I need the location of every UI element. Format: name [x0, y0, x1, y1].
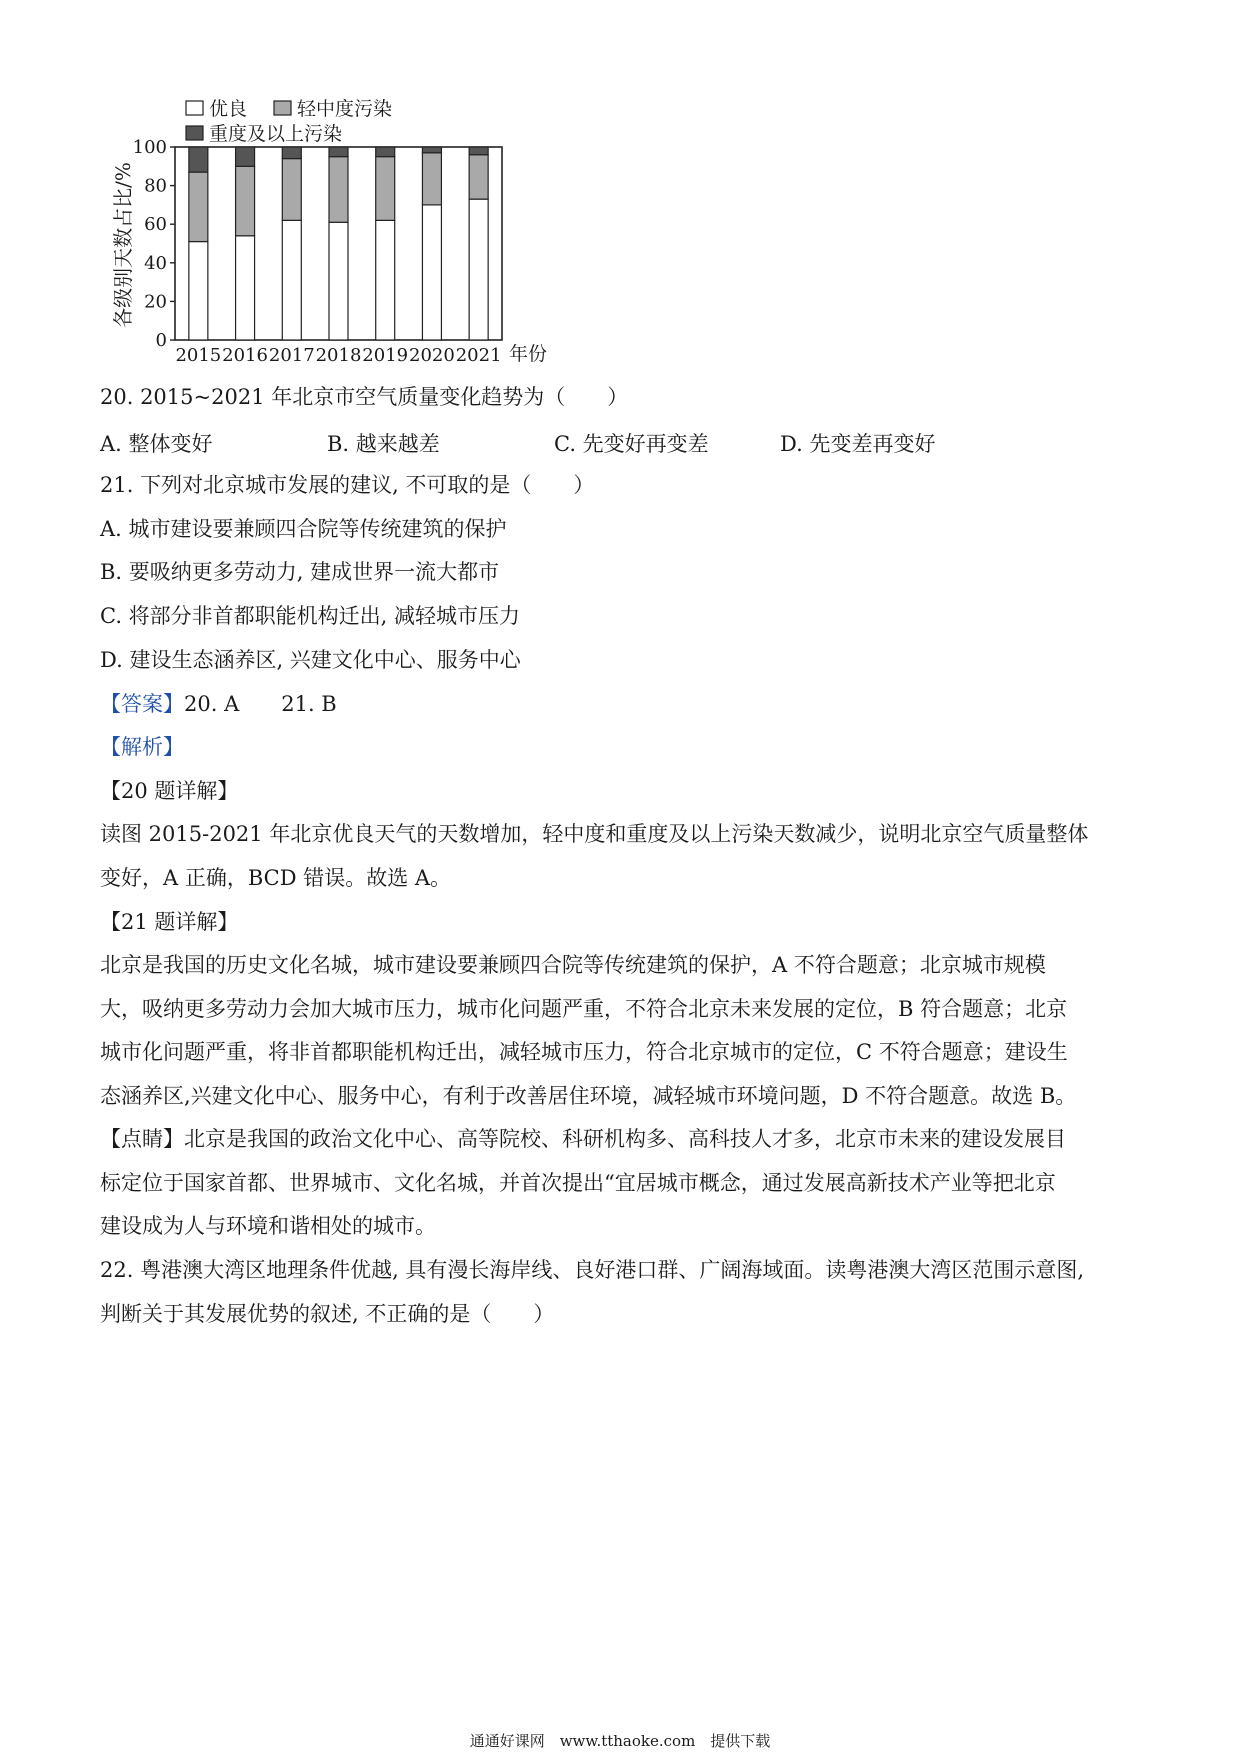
detail-21-line-2: 大，吸纳更多劳动力会加大城市压力，城市化问题严重，不符合北京未来发展的定位，B 符合题意；北京	[100, 997, 1068, 1021]
x-tick-label: 2015	[175, 345, 222, 366]
q20-option-c: C. 先变好再变差	[554, 432, 709, 456]
x-tick-label: 2018	[315, 345, 362, 366]
detail-21-title: 【21 题详解】	[100, 910, 239, 934]
detail-20-line-2: 变好，A 正确，BCD 错误。故选 A。	[100, 866, 452, 890]
bar-segment-2019-3	[376, 147, 395, 157]
y-axis-label: 各级别天数占比/%	[111, 162, 135, 328]
bar-segment-2016-3	[236, 147, 255, 166]
q21-option-b: B. 要吸纳更多劳动力, 建成世界一流大都市	[100, 560, 500, 584]
bar-segment-2019-2	[376, 157, 395, 221]
x-axis-label: 年份	[509, 343, 548, 365]
answer-label: 【答案】	[100, 692, 184, 716]
bar-segment-2021-1	[469, 199, 488, 340]
question-21-stem: 21. 下列对北京城市发展的建议, 不可取的是（ ）	[100, 473, 595, 497]
x-tick-label: 2021	[455, 345, 502, 366]
bar-segment-2018-1	[329, 222, 348, 340]
legend-label: 优良	[209, 98, 248, 120]
x-tick-label: 2017	[268, 345, 315, 366]
y-tick-label: 20	[144, 291, 167, 313]
bar-segment-2017-1	[282, 220, 301, 340]
page-footer: 通通好课网 www.tthaoke.com 提供下载	[469, 1732, 771, 1750]
detail-21-line-1: 北京是我国的历史文化名城，城市建设要兼顾四合院等传统建筑的保护，A 不符合题意；北京城市规模	[100, 953, 1046, 977]
q20-option-d: D. 先变差再变好	[780, 432, 936, 456]
tip-line-2: 标定位于国家首都、世界城市、文化名城，并首次提出“宜居城市概念，通过发展高新技术产业等把北京	[100, 1171, 1056, 1195]
legend-swatch	[186, 101, 203, 115]
q20-option-b: B. 越来越差	[327, 432, 440, 456]
legend-label: 重度及以上污染	[209, 123, 343, 145]
tip-line-1	[100, 1124, 1066, 1154]
x-tick-label: 2016	[222, 345, 268, 366]
x-tick-label: 2019	[362, 345, 409, 366]
y-tick-label: 60	[144, 214, 167, 236]
bar-segment-2021-2	[469, 155, 488, 199]
question-22-line-2: 判断关于其发展优势的叙述, 不正确的是（ ）	[100, 1302, 555, 1326]
bar-segment-2015-1	[189, 242, 208, 340]
y-tick-label: 40	[144, 252, 167, 274]
tip-line-3: 建设成为人与环境和谐相处的城市。	[100, 1214, 436, 1238]
air-quality-stacked-bar-chart	[110, 95, 630, 385]
tip-label: 【点睛】	[100, 1127, 184, 1151]
bar-segment-2017-2	[282, 159, 301, 221]
detail-21-line-3: 城市化问题严重，将非首都职能机构迁出，减轻城市压力，符合北京城市的定位，C 不符合题意；建设生	[100, 1040, 1068, 1064]
bar-segment-2018-2	[329, 157, 348, 223]
y-tick-label: 80	[144, 175, 167, 197]
bar-segment-2020-1	[422, 205, 441, 340]
q21-option-a: A. 城市建设要兼顾四合院等传统建筑的保护	[100, 517, 507, 541]
y-tick-label: 0	[155, 330, 167, 351]
x-tick-label: 2020	[409, 345, 455, 366]
legend-swatch	[186, 126, 203, 140]
bar-segment-2017-3	[282, 147, 301, 159]
chart-plot-area	[133, 137, 502, 366]
question-20-stem: 20. 2015~2021 年北京市空气质量变化趋势为（ ）	[100, 385, 629, 409]
answer-line	[100, 689, 337, 719]
detail-20-title: 【20 题详解】	[100, 779, 239, 803]
q20-option-a: A. 整体变好	[100, 432, 213, 456]
legend-label: 轻中度污染	[297, 98, 393, 120]
bar-segment-2015-2	[189, 172, 208, 241]
detail-21-line-4: 态涵养区,兴建文化中心、服务中心，有利于改善居住环境，减轻城市环境问题，D 不符合题意。故选 B。	[100, 1084, 1077, 1108]
analysis-label: 【解析】	[100, 735, 184, 759]
bar-segment-2015-3	[189, 147, 208, 172]
y-tick-label: 100	[132, 137, 167, 158]
question-22-line-1: 22. 粤港澳大湾区地理条件优越, 具有漫长海岸线、良好港口群、广阔海域面。读粤港澳大湾区范围示意图,	[100, 1258, 1085, 1282]
answer-value: 20. A 21. B	[184, 692, 337, 716]
bar-segment-2018-3	[329, 147, 348, 157]
legend-swatch	[274, 101, 291, 115]
bar-segment-2016-1	[236, 236, 255, 340]
bar-segment-2019-1	[376, 220, 395, 340]
bar-segment-2021-3	[469, 147, 488, 155]
bar-segment-2020-2	[422, 153, 441, 205]
q21-option-d: D. 建设生态涵养区, 兴建文化中心、服务中心	[100, 648, 521, 672]
bar-segment-2016-2	[236, 166, 255, 235]
bar-segment-2020-3	[422, 147, 441, 153]
chart-legend	[186, 98, 392, 145]
tip-text-1: 北京是我国的政治文化中心、高等院校、科研机构多、高科技人才多，北京市未来的建设发展目	[184, 1127, 1066, 1151]
q21-option-c: C. 将部分非首都职能机构迁出, 减轻城市压力	[100, 604, 521, 628]
detail-20-line-1: 读图 2015-2021 年北京优良天气的天数增加，轻中度和重度及以上污染天数减少，说明北京空气质量整体	[100, 822, 1089, 846]
